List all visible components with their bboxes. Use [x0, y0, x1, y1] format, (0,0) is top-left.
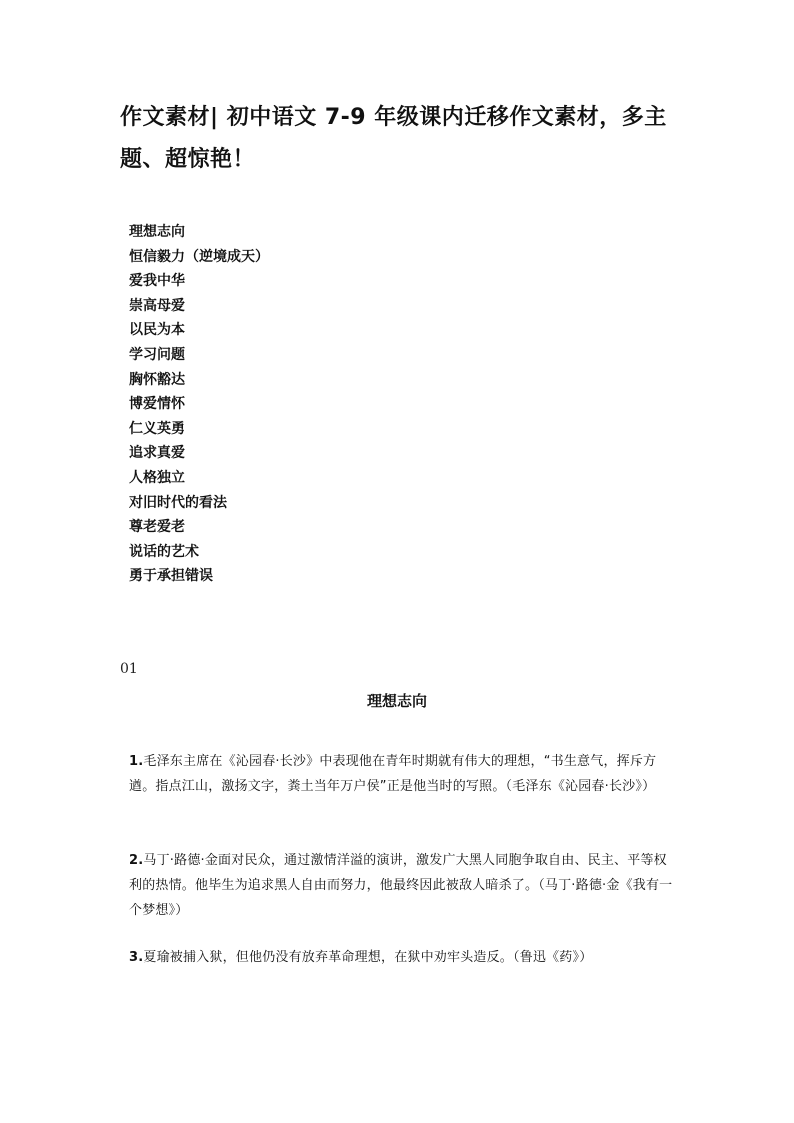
topic-item: 以民为本 [129, 322, 185, 339]
paragraph-text: 夏瑜被捕入狱，但他仍没有放弃革命理想，在狱中劝牢头造反。（鲁迅《药》） [143, 950, 593, 965]
example-paragraph [129, 749, 674, 799]
paragraph-number: 1. [129, 754, 144, 769]
topic-item: 勇于承担错误 [129, 568, 213, 585]
paragraph-number: 2. [129, 853, 144, 868]
example-paragraph [129, 848, 674, 923]
topic-item: 仁义英勇 [129, 420, 185, 437]
topic-item: 人格独立 [129, 469, 185, 486]
paragraph-number: 3. [129, 950, 144, 965]
paragraph-text: 马丁·路德·金面对民众，通过激情洋溢的演讲，激发广大黑人同胞争取自由、民主、平等权利的热情。他毕生为追求黑人自由而努力，他最终因此被敌人暗杀了。（马丁·路德·金《我有一个梦想》） [129, 853, 673, 918]
document-title: 作文素材| 初中语文 7-9 年级课内迁移作文素材，多主题、超惊艳！ [120, 105, 667, 172]
topic-item: 恒信毅力（逆境成天） [129, 248, 269, 265]
section-number: 01 [120, 661, 138, 677]
topic-item: 爱我中华 [129, 273, 185, 290]
topic-item: 博爱情怀 [129, 396, 185, 413]
topic-item: 尊老爱老 [129, 519, 185, 536]
example-paragraph [129, 945, 674, 970]
topic-item: 对旧时代的看法 [129, 494, 227, 511]
topic-item: 胸怀豁达 [129, 371, 185, 388]
topic-list [129, 220, 269, 589]
topic-item: 追求真爱 [129, 445, 185, 462]
topic-item: 崇高母爱 [129, 297, 185, 314]
topic-item: 学习问题 [129, 346, 185, 363]
section-title: 理想志向 [366, 692, 427, 710]
paragraph-text: 毛泽东主席在《沁园春·长沙》中表现他在青年时期就有伟大的理想，“书生意气，挥斥方遒。指点江山，激扬文字，粪土当年万户侯”正是他当时的写照。（毛泽东《沁园春·长沙》） [129, 754, 657, 794]
topic-item: 说话的艺术 [129, 543, 199, 560]
topic-item: 理想志向 [129, 224, 185, 240]
